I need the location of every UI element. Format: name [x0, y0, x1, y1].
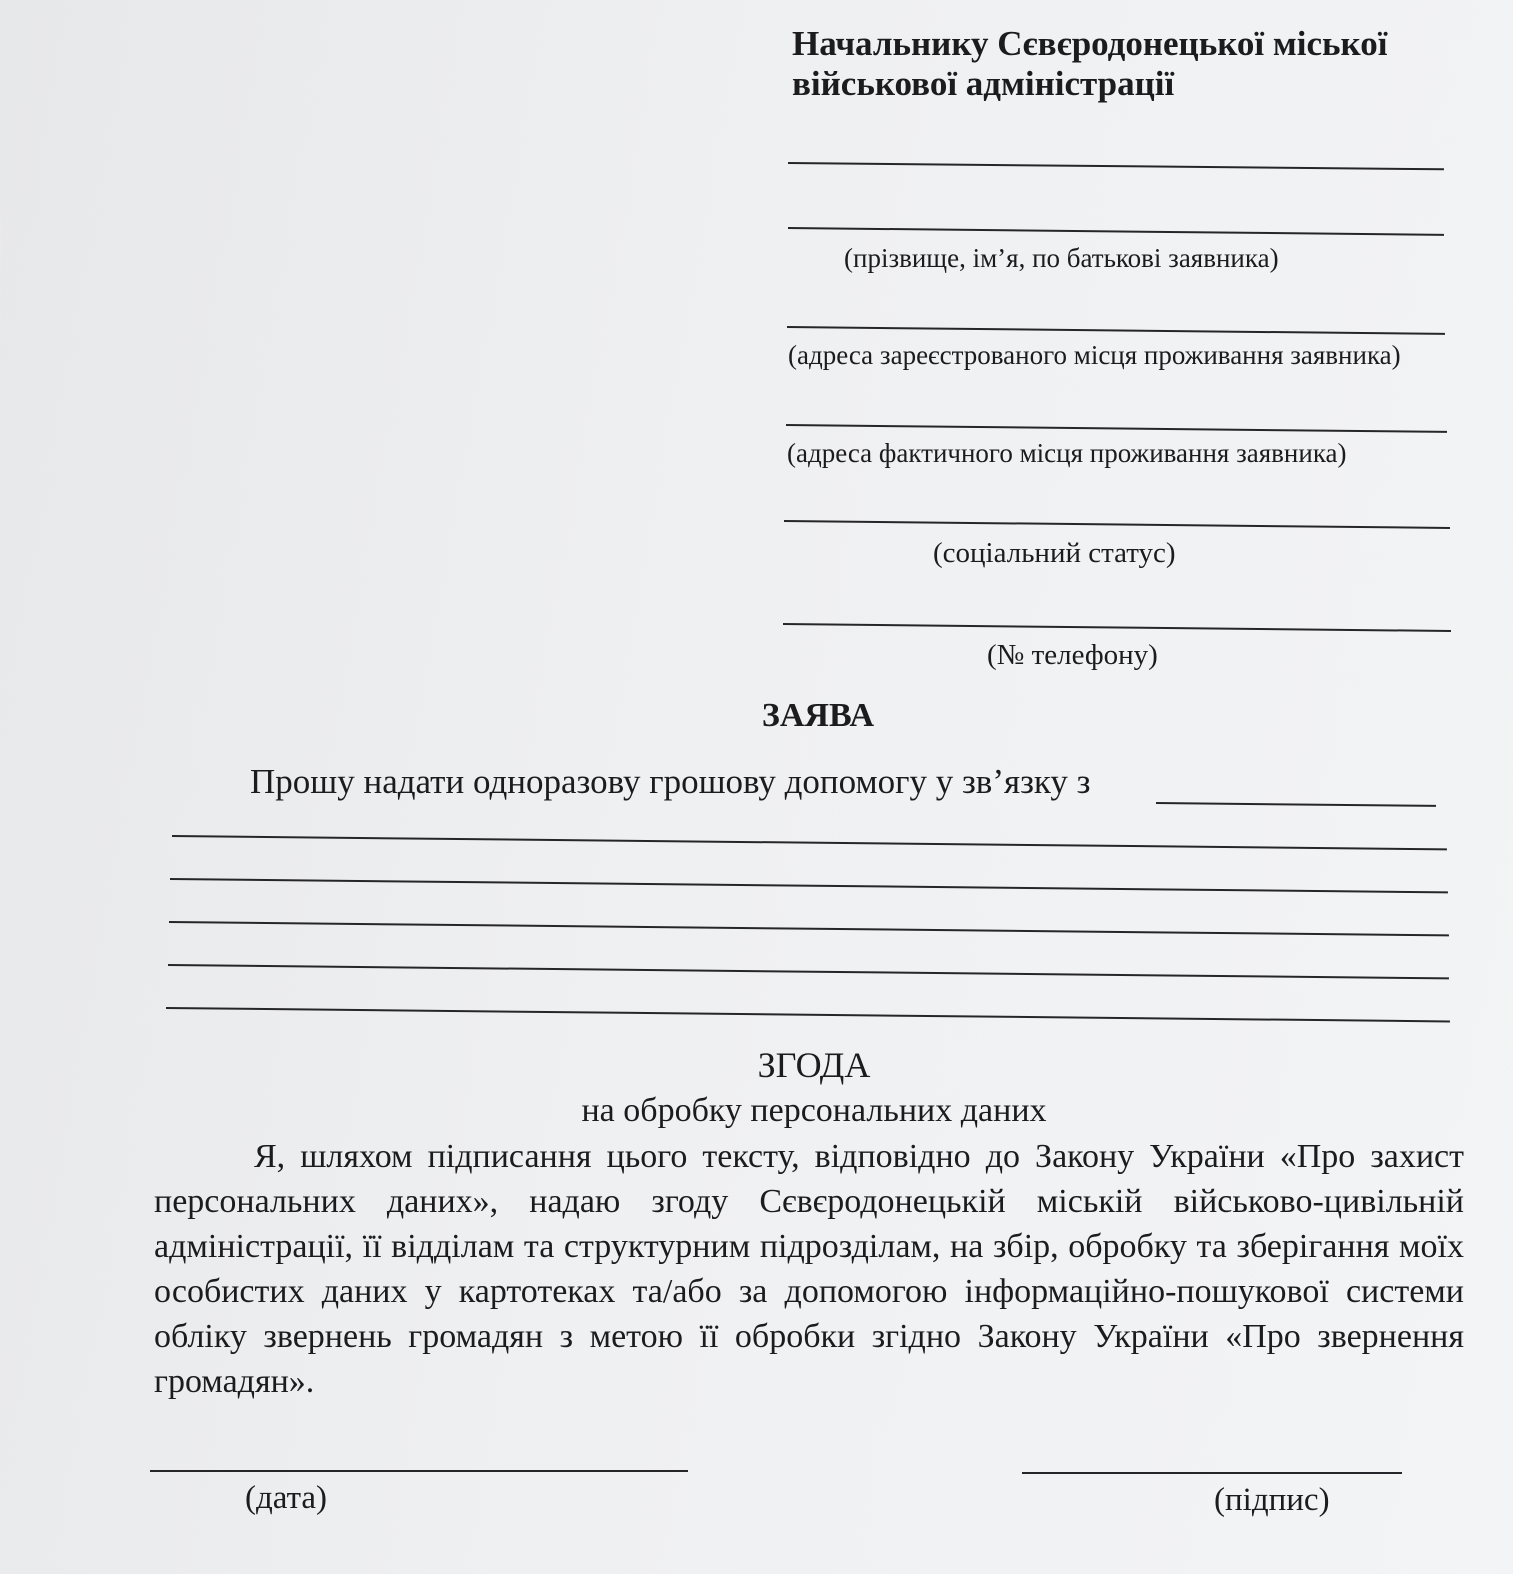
- consent-subtitle: на обробку персональних даних: [581, 1092, 1047, 1129]
- application-request-text: Прошу надати одноразову грошову допомогу у зв’язку з: [250, 762, 1091, 801]
- actual-address-caption: (адреса фактичного місця проживання заявника): [787, 438, 1347, 468]
- phone-line[interactable]: [783, 623, 1451, 632]
- date-line[interactable]: [150, 1470, 688, 1472]
- applicant-name-line-2[interactable]: [788, 227, 1444, 236]
- request-reason-line-5[interactable]: [166, 1007, 1450, 1022]
- addressee-heading: Начальнику Сєвєродонецької міської військової адміністрації: [792, 24, 1388, 103]
- consent-title: ЗГОДА: [757, 1045, 871, 1085]
- applicant-name-line-1[interactable]: [788, 162, 1444, 170]
- registered-address-caption: (адреса зареєстрованого місця проживання заявника): [788, 340, 1401, 370]
- signature-caption: (підпис): [1214, 1482, 1330, 1518]
- request-reason-line-4[interactable]: [168, 964, 1449, 979]
- social-status-line[interactable]: [784, 520, 1450, 529]
- actual-address-line[interactable]: [786, 424, 1447, 433]
- request-reason-line-3[interactable]: [169, 921, 1449, 936]
- request-reason-line-2[interactable]: [170, 878, 1448, 893]
- signature-line[interactable]: [1022, 1472, 1402, 1474]
- phone-caption: (№ телефону): [987, 639, 1158, 671]
- request-reason-line-1[interactable]: [172, 835, 1447, 850]
- registered-address-line[interactable]: [787, 326, 1445, 335]
- application-title: ЗАЯВА: [761, 697, 875, 734]
- social-status-caption: (соціальний статус): [933, 537, 1176, 569]
- applicant-name-caption: (прізвище, ім’я, по батькові заявника): [844, 243, 1279, 273]
- date-caption: (дата): [245, 1480, 328, 1516]
- consent-text: Я, шляхом підписання цього тексту, відповідно до Закону України «Про захист персональних даних», надаю згоду Сєвєродонецькій міській військово-цивільній адміністрації, її відділам та структурним підрозділам, на збір, обробку та зберігання моїх особистих даних у картотеках та/або за допомогою інформаційно-пошукової системи обліку звернень громадян з метою її обробки згідно Закону України «Про звернення громадян».: [154, 1138, 1464, 1400]
- request-reason-line-inline[interactable]: [1156, 802, 1436, 807]
